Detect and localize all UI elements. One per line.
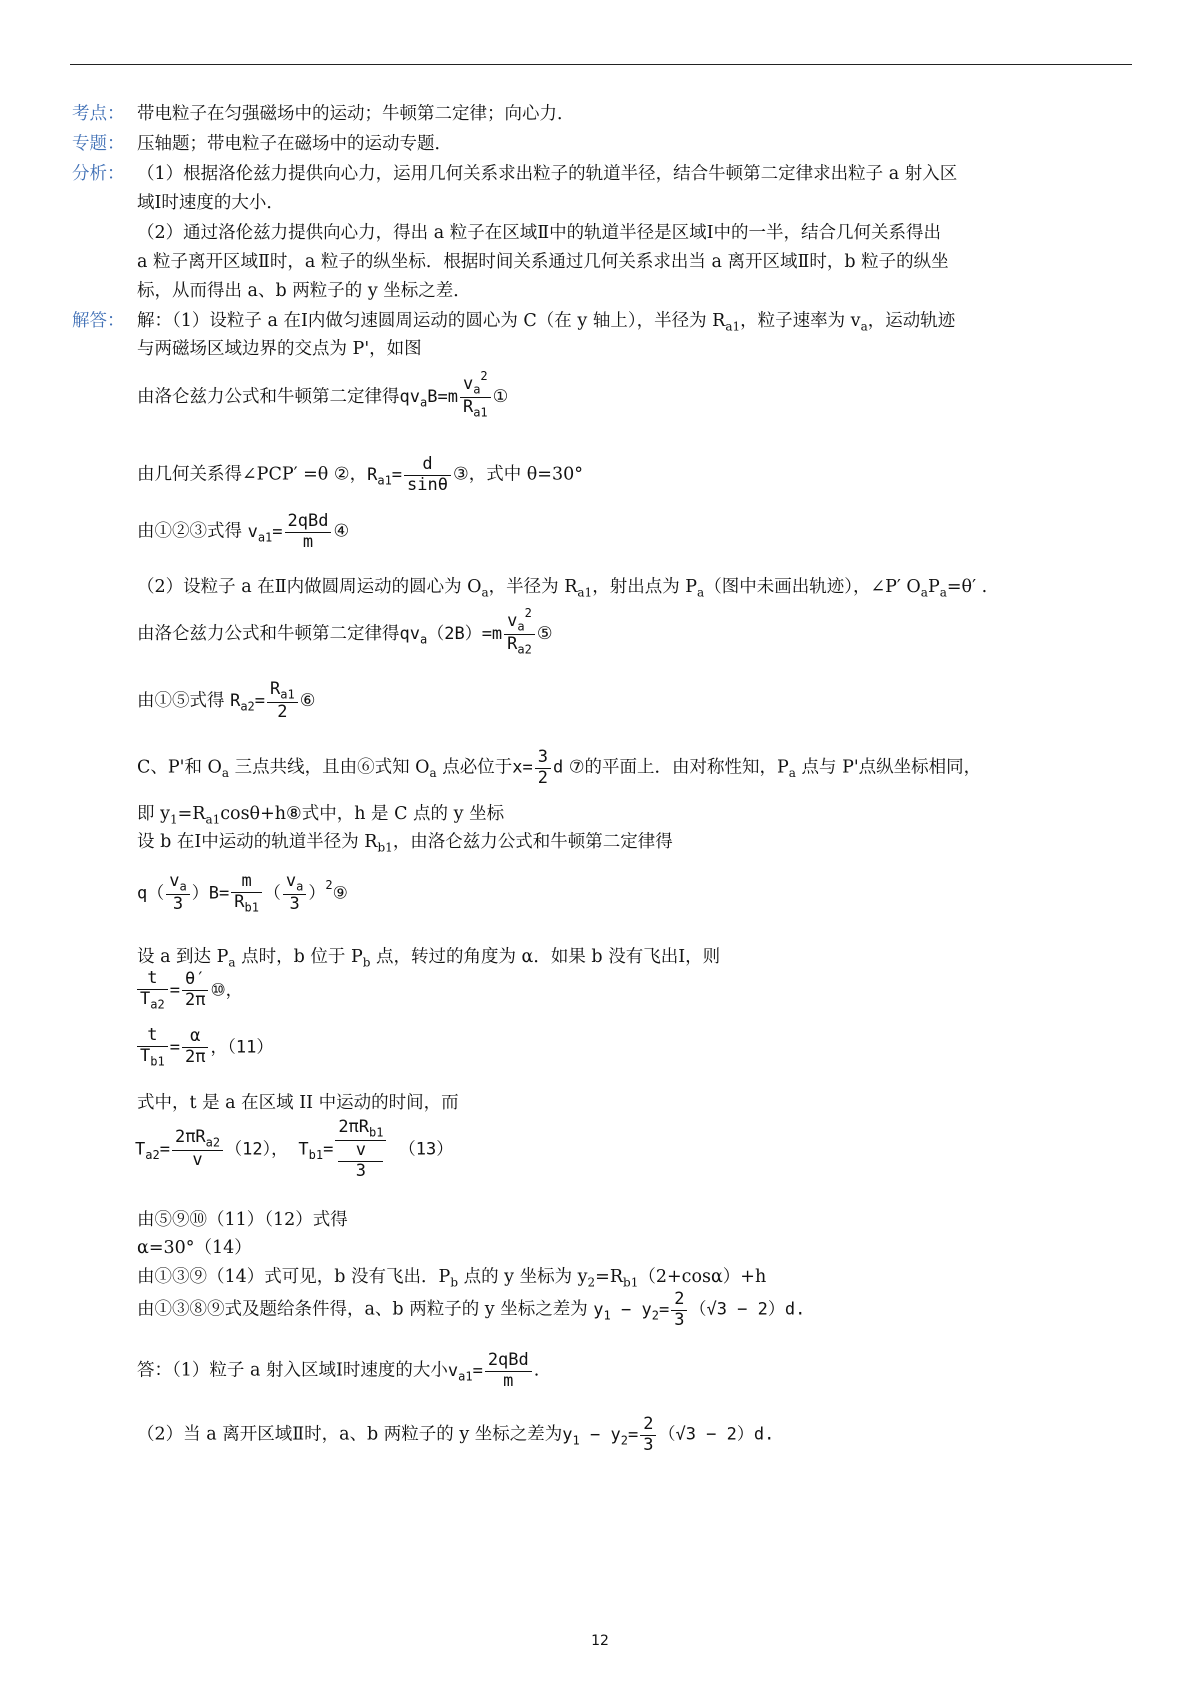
fraction: $\frac{\text{2qBd}}{m}$ [285,512,332,552]
fraction: $2\pi R_{b1}$ v 3 [335,1118,386,1181]
equation-11: $\frac{t}{T_{b1}}$ = $\frac{\alpha}{2\pi}$ ，（11） [135,1026,273,1069]
fraction: $\frac{m}{R_{b1}}$ [231,872,262,915]
fraction: $\frac{\theta'}{2\pi}$ [182,970,208,1010]
fraction: $\frac{v_a}{3}$ [283,872,306,915]
fraction: $\frac{\alpha}{2\pi}$ [182,1027,208,1067]
equation-7: C、P'和 $O_a$ 三点共线，且由⑥式知 $O_a$ 点必位于x= $\frac{3}{2}$ d ⑦的平面上．由对称性知，$P_a$ 点与 P'点纵坐标相同， [137,747,982,788]
fraction: $\frac{v_a^2}{R_{a1}}$ [460,375,491,420]
equation-9: q（ $\frac{v_a}{3}$ ）B= $\frac{m}{R_{b1}}$ （ $\frac{v_a}{3}$ ）$^2$⑨ [137,871,348,915]
fraction: $\frac{2}{3}$ [671,1290,687,1330]
solution-line: 设 b 在Ⅰ中运动的轨道半径为 $R_{b1}$，由洛仑兹力公式和牛顿第二定律得 [137,832,673,855]
equation-6: 由①⑤式得 $R_{a2}=$ $\frac{R_{a1}}{2}$ ⑥ [137,679,316,723]
page-number: 12 [591,1633,609,1649]
fraction: $\frac{d}{\sin\theta}$ [404,455,451,495]
solution-line: 式中，t 是 a 在区域 II 中运动的时间，而 [137,1093,459,1113]
solution-line: 设 a 到达 $P_a$ 点时，b 位于 $P_b$ 点，转过的角度为 α．如果 b 没有飞出Ⅰ，则 [137,947,721,970]
fraction: $\frac{v_a^2}{R_{a2}}$ [504,612,535,657]
fenxi-line: （2）通过洛伦兹力提供向心力，得出 a 粒子在区域Ⅱ中的轨道半径是区域Ⅰ中的一半，结合几何关系得出 [137,223,941,243]
fraction: $\frac{v_a}{3}$ [166,872,189,915]
fraction: $\frac{R_{a1}}{2}$ [267,680,298,723]
label-kaodian: 考点： [72,104,125,124]
equation-3: 由①②③式得 $v_{a1}=$ $\frac{\text{2qBd}}{m}$ ④ [137,511,350,552]
answer-2: （2）当 a 离开区域Ⅱ时，a、b 两粒子的 y 坐标之差为$y_1 - y_2=$ $\frac{2}{3}$ （√3 − 2）d. [137,1414,775,1455]
solution-line: （2）设粒子 a 在Ⅱ内做圆周运动的圆心为 $O_a$，半径为 $R_{a1}$，射出点为 $P_a$（图中未画出轨迹），∠P′ $O_aP_a=\theta'$ . [137,577,988,600]
fraction: $\frac{t}{T_{b1}}$ [137,1026,168,1069]
fraction: $\frac{t}{T_{a2}}$ [137,969,168,1012]
kaodian-text: 带电粒子在匀强磁场中的运动；牛顿第二定律；向心力． [137,104,575,124]
fenxi-line: a 粒子离开区域Ⅱ时，a 粒子的纵坐标．根据时间关系通过几何关系求出当 a 离开区域Ⅱ时，b 粒子的纵坐 [137,252,949,272]
equation-difference: 由①③⑧⑨式及题给条件得，a、b 两粒子的 y 坐标之差为 $y_1 - y_2=$ $\frac{2}{3}$ （√3 − 2）d. [137,1289,806,1330]
fraction: v 3 [335,1141,386,1181]
solution-line: 与两磁场区域边界的交点为 P'，如图 [137,339,422,359]
fraction: $\frac{2\pi R_{a2}}{v}$ [172,1128,223,1171]
solution-line: α=30°（14） [137,1238,252,1258]
header-rule [70,64,1132,65]
equation-2: 由几何关系得∠PCP′ =θ ②，$R_{a1}=$ $\frac{d}{\sin\theta}$ ③，式中 θ=30° [137,454,583,495]
label-jieda: 解答： [72,311,125,331]
equation-12-13: $T_{a2}=$ $\frac{2\pi R_{a2}}{v}$ （12）， $T_{b1}=$ $2\pi R_{b1}$ v 3 （13） [135,1117,454,1181]
fraction: $\frac{2}{3}$ [640,1415,656,1455]
fenxi-line: （1）根据洛伦兹力提供向心力，运用几何关系求出粒子的轨道半径，结合牛顿第二定律求出粒子 a 射入区 [137,164,958,184]
solution-line: 由⑤⑨⑩（11）（12）式得 [137,1210,348,1230]
zhuanti-text: 压轴题；带电粒子在磁场中的运动专题． [137,134,452,154]
answer-1: 答：（1）粒子 a 射入区域Ⅰ时速度的大小$v_{a1}=$ $\frac{\text{2qBd}}{m}$ . [137,1350,540,1391]
solution-line: 即 $y_1=R_{a1}\cos\theta+h⑧$式中，h 是 C 点的 y 坐标 [137,804,505,827]
fraction: $\frac{3}{2}$ [535,748,551,788]
equation-5: 由洛仑兹力公式和牛顿第二定律得$qv_a(2B)=m$ $\frac{v_a^2}{R_{a2}}$ ⑤ [137,606,553,657]
label-fenxi: 分析： [72,164,125,184]
fenxi-line: 标，从而得出 a、b 两粒子的 y 坐标之差． [137,281,471,301]
equation-1: 由洛仑兹力公式和牛顿第二定律得$qv_aB=m$ $\frac{v_a^2}{R_{a1}}$ ① [137,369,509,420]
solution-line: 解：（1）设粒子 a 在Ⅰ内做匀速圆周运动的圆心为 C（在 y 轴上），半径为 $R_{a1}$，粒子速率为 $v_a$，运动轨迹 [137,311,956,334]
solution-line: 由①③⑨（14）式可见，b 没有飞出．$P_b$ 点的 y 坐标为 $y_2=R_{b1}(2+\cos\alpha)+h$ [137,1267,767,1290]
label-zhuanti: 专题： [72,134,125,154]
equation-10: $\frac{t}{T_{a2}}$ = $\frac{\theta'}{2\pi}$ ⑩， [135,969,243,1012]
fenxi-line: 域Ⅰ时速度的大小． [137,193,284,213]
fraction: $\frac{\text{2qBd}}{m}$ [485,1351,532,1391]
